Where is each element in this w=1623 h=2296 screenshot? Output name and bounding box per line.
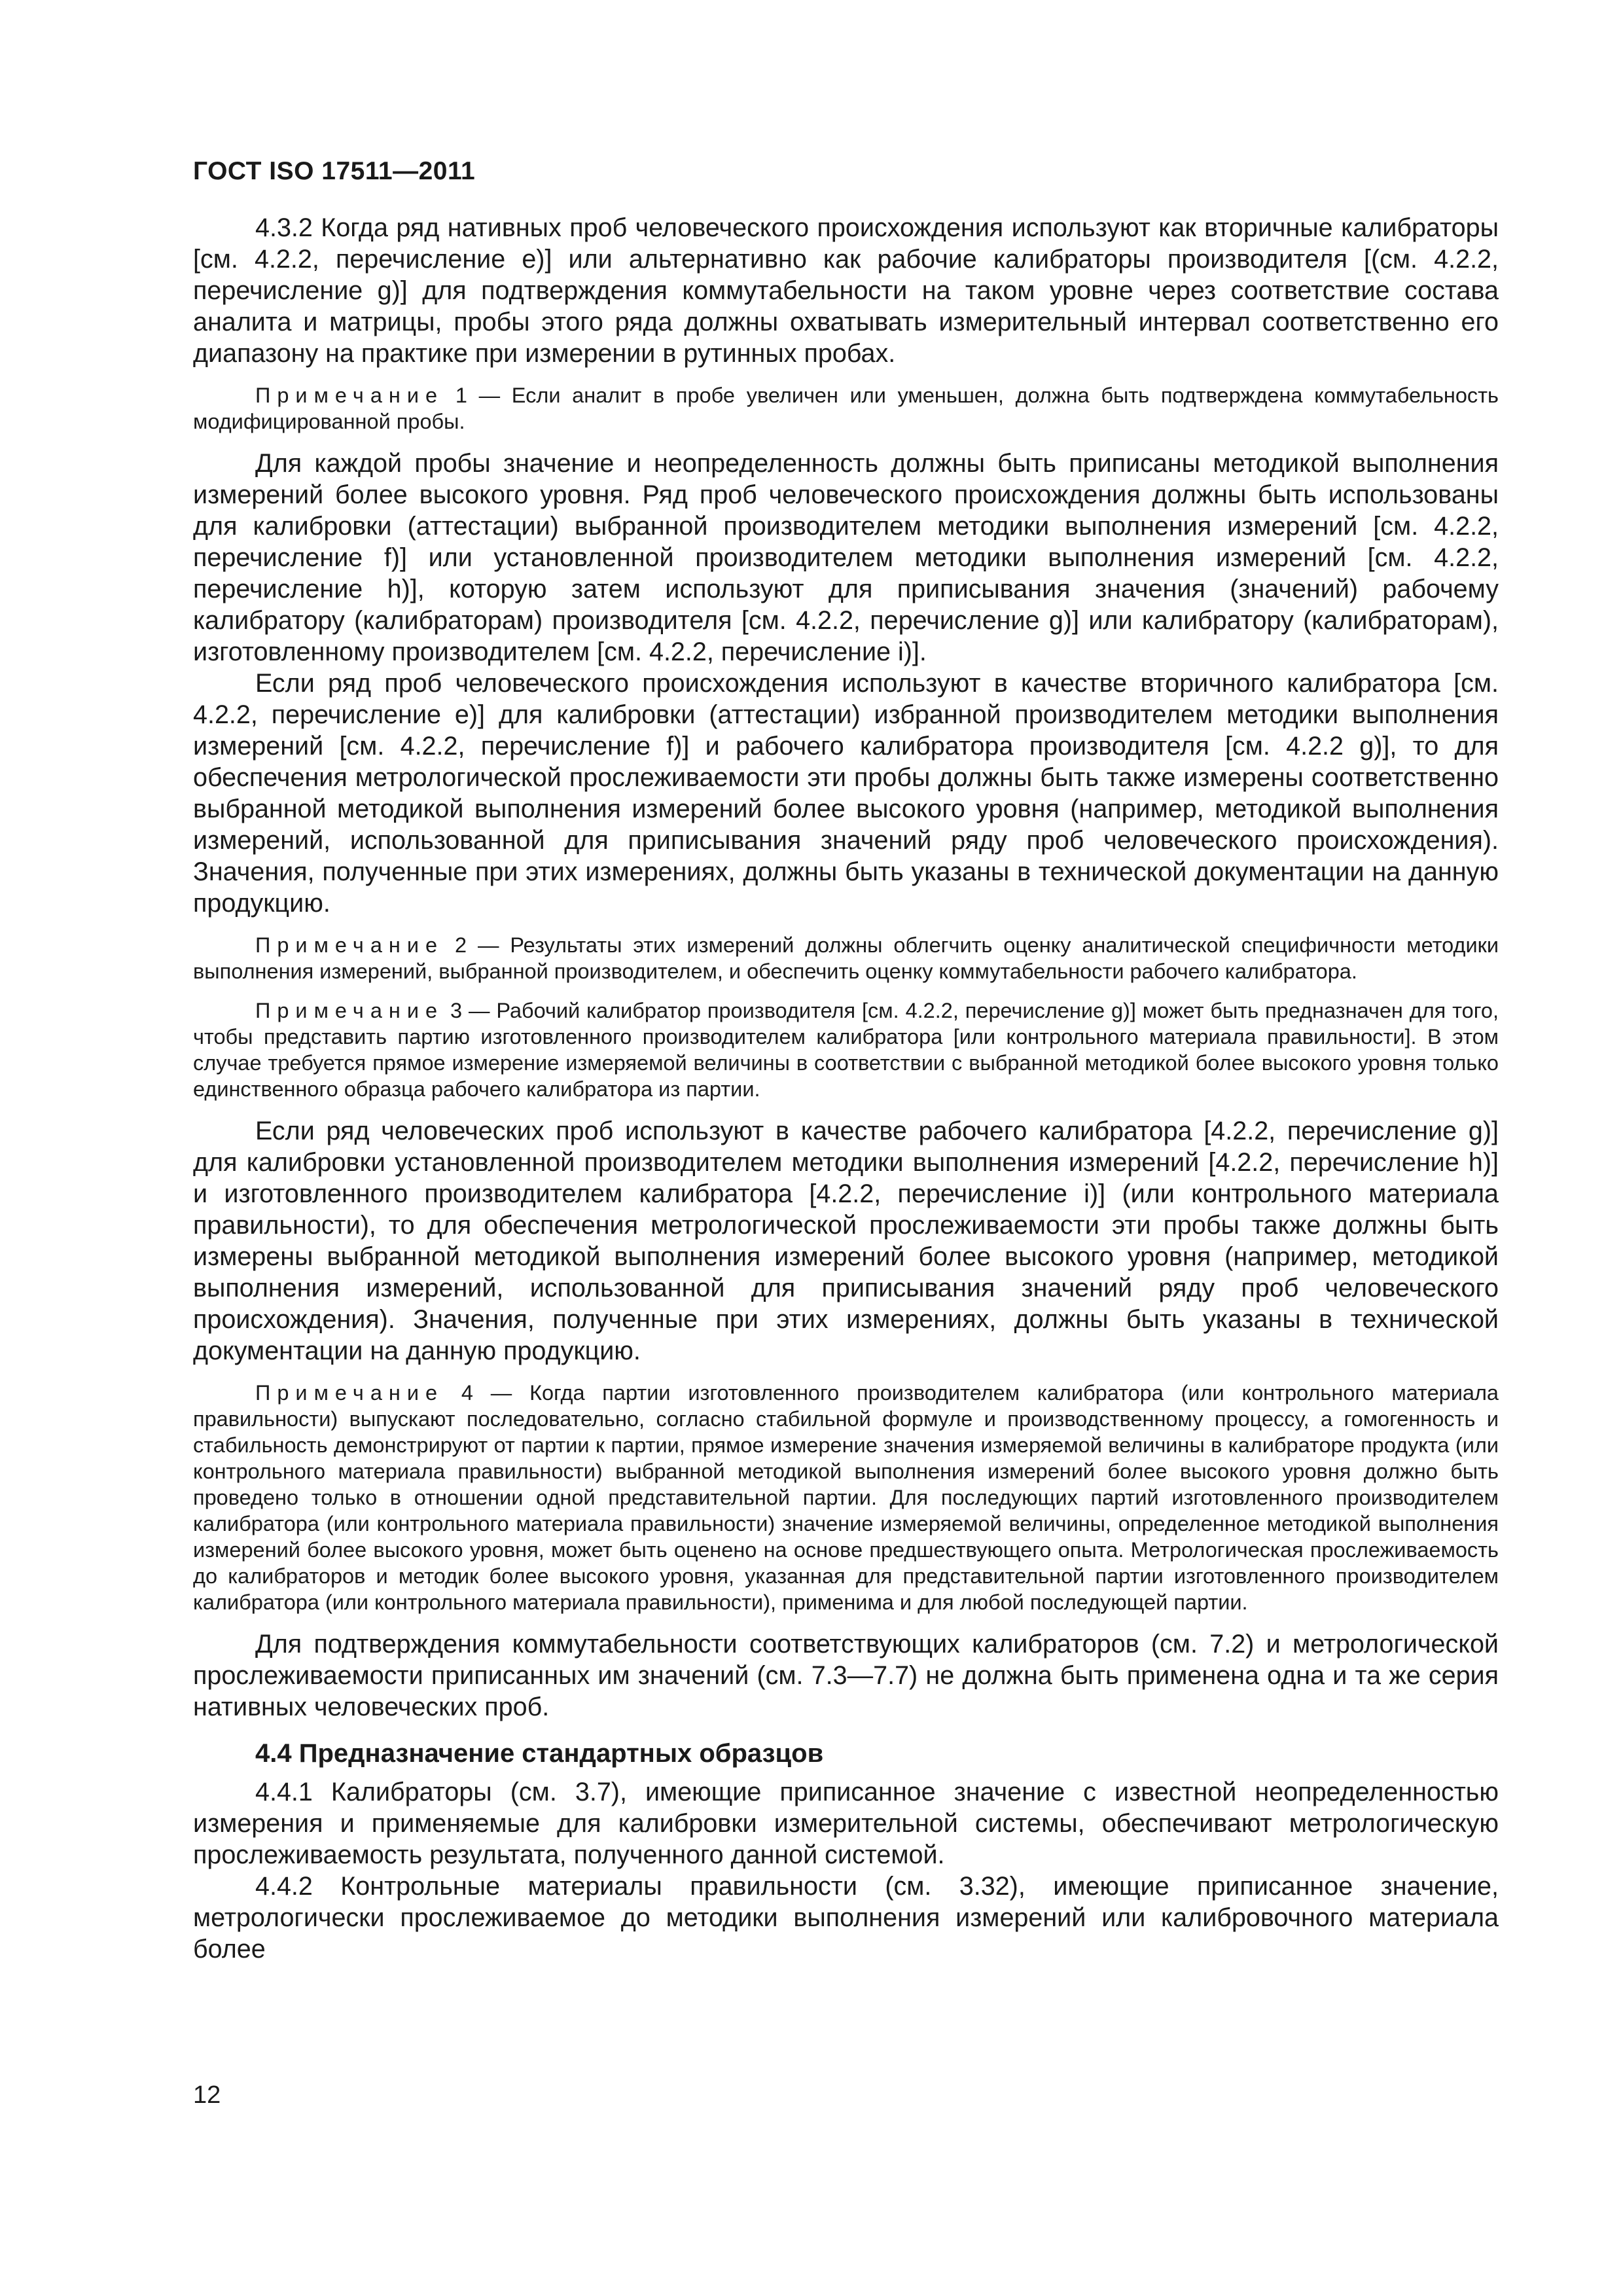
note-2-label: Примечание [255, 933, 444, 957]
paragraph-working-calibrator: Если ряд человеческих проб используют в качестве рабочего калибратора [4.2.2, перечисление g)] для калибровки установленной производителем методики выполнения измерений [4.2.2, перечисление h)] и изготовленного производителем калибратора [4.2.2, перечисление i)] (или контрольного материала правильности), то для обеспечения метрологической прослеживаемости эти пробы также должны быть измерены выбранной методикой выполнения измерений более высокого уровня (например, методикой выполнения измерений, использованной для приписывания значений ряду проб человеческого происхождения). Значения, полученные при этих измерениях, должны быть указаны в технической документации на данную продукцию. [193, 1117, 1499, 1365]
note-2-text: 2 — Результаты этих измерений должны облегчить оценку аналитической специфичности методики выполнения измерений, выбранной производителем, и обеспечить оценку коммутабельности рабочего калибратора. [193, 933, 1499, 983]
note-3-text: 3 — Рабочий калибратор производителя [см. 4.2.2, перечисление g)] может быть предназначен для того, чтобы представить партию изготовленного производителем калибратора [или контрольного материала правильности]. В этом случае требуется прямое измерение измеряемой величины в соответствии с выбранной методикой более высокого уровня только единственного образца рабочего калибратора из партии. [193, 999, 1499, 1101]
note-1-text: 1 — Если аналит в пробе увеличен или уменьшен, должна быть подтверждена коммутабельность модифицированной пробы. [193, 384, 1499, 433]
paragraph-4-4-1: 4.4.1 Калибраторы (см. 3.7), имеющие приписанное значение с известной неопределенностью измерения и применяемые для калибровки измерительной системы, обеспечивают метрологическую прослеживаемость результата, полученного данной системой. [193, 1778, 1499, 1869]
paragraph-4-4-2: 4.4.2 Контрольные материалы правильности (см. 3.32), имеющие приписанное значение, метрологически прослеживаемое до методики выполнения измерений или калибровочного материала более [193, 1872, 1499, 1964]
section-title-4-4: 4.4 Предназначение стандартных образцов [255, 1739, 824, 1768]
note-3-label: Примечание [255, 999, 444, 1022]
note-4-text: 4 — Когда партии изготовленного производителем калибратора (или контрольного материала правильности) выпускают последовательно, согласно стабильной формуле и производственному процессу, а гомогенность и стабильность демонстрируют от партии к партии, прямое измерение значения измеряемой величины в калибраторе продукта (или контрольного материала правильности) выбранной методикой выполнения измерений более высокого уровня должно быть проведено только в отношении одной представительной партии. Для последующих партий изготовленного производителем калибратора (или контрольного материала правильности) значение измеряемой величины, определенное методикой выполнения измерений более высокого уровня, может быть оценено на основе предшествующего опыта. Метрологическая прослеживаемость до калибраторов и методик более высокого уровня, указанная для представительной партии изготовленного производителем калибратора (или контрольного материала правильности), применима и для любой последующей партии. [193, 1381, 1499, 1614]
document-page [193, 157, 1499, 1965]
document-header: ГОСТ ISO 17511—2011 [193, 157, 476, 185]
note-1-label: Примечание [255, 384, 444, 407]
note-4 [193, 1380, 1499, 1615]
paragraph-4-3-2: 4.3.2 Когда ряд нативных проб человеческого происхождения используют как вторичные калибраторы [см. 4.2.2, перечисление e)] или альтернативно как рабочие калибраторы производителя [(см. 4.2.2, перечисление g)] для подтверждения коммутабельности на таком уровне через соответствие состава аналита и матрицы, пробы этого ряда должны охватывать измерительный интервал соответственно его диапазону на практике при измерении в рутинных пробах. [193, 213, 1499, 368]
paragraph-commutability: Для подтверждения коммутабельности соответствующих калибраторов (см. 7.2) и метрологической прослеживаемости приписанных им значений (см. 7.3—7.7) не должна быть применена одна и та же серия нативных человеческих проб. [193, 1630, 1499, 1721]
paragraph-value-uncertainty: Для каждой пробы значение и неопределенность должны быть приписаны методикой выполнения измерений более высокого уровня. Ряд проб человеческого происхождения должны быть использованы для калибровки (аттестации) выбранной производителем методики выполнения измерений [см. 4.2.2, перечисление f)] или установленной производителем методики выполнения измерений [см. 4.2.2, перечисление h)], которую затем используют для приписывания значения (значений) рабочему калибратору (калибраторам) производителя [см. 4.2.2, перечисление g)] или калибратору (калибраторам), изготовленному производителем [см. 4.2.2, перечисление i)]. [193, 449, 1499, 666]
note-2 [193, 932, 1499, 984]
note-3 [193, 997, 1499, 1102]
note-4-label: Примечание [255, 1381, 444, 1405]
page-number: 12 [193, 2081, 221, 2109]
paragraph-secondary-calibrator: Если ряд проб человеческого происхождения используют в качестве вторичного калибратора [см. 4.2.2, перечисление e)] для калибровки (аттестации) избранной производителем методики выполнения измерений [см. 4.2.2, перечисление f)] и рабочего калибратора производителя [см. 4.2.2 g)], то для обеспечения метрологической прослеживаемости эти пробы должны быть также измерены соответственно выбранной методикой выполнения измерений более высокого уровня (например, методикой выполнения измерений, использованной для приписывания значений ряду проб человеческого происхождения). Значения, полученные при этих измерениях, должны быть указаны в технической документации на данную продукцию. [193, 669, 1499, 918]
note-1 [193, 382, 1499, 435]
